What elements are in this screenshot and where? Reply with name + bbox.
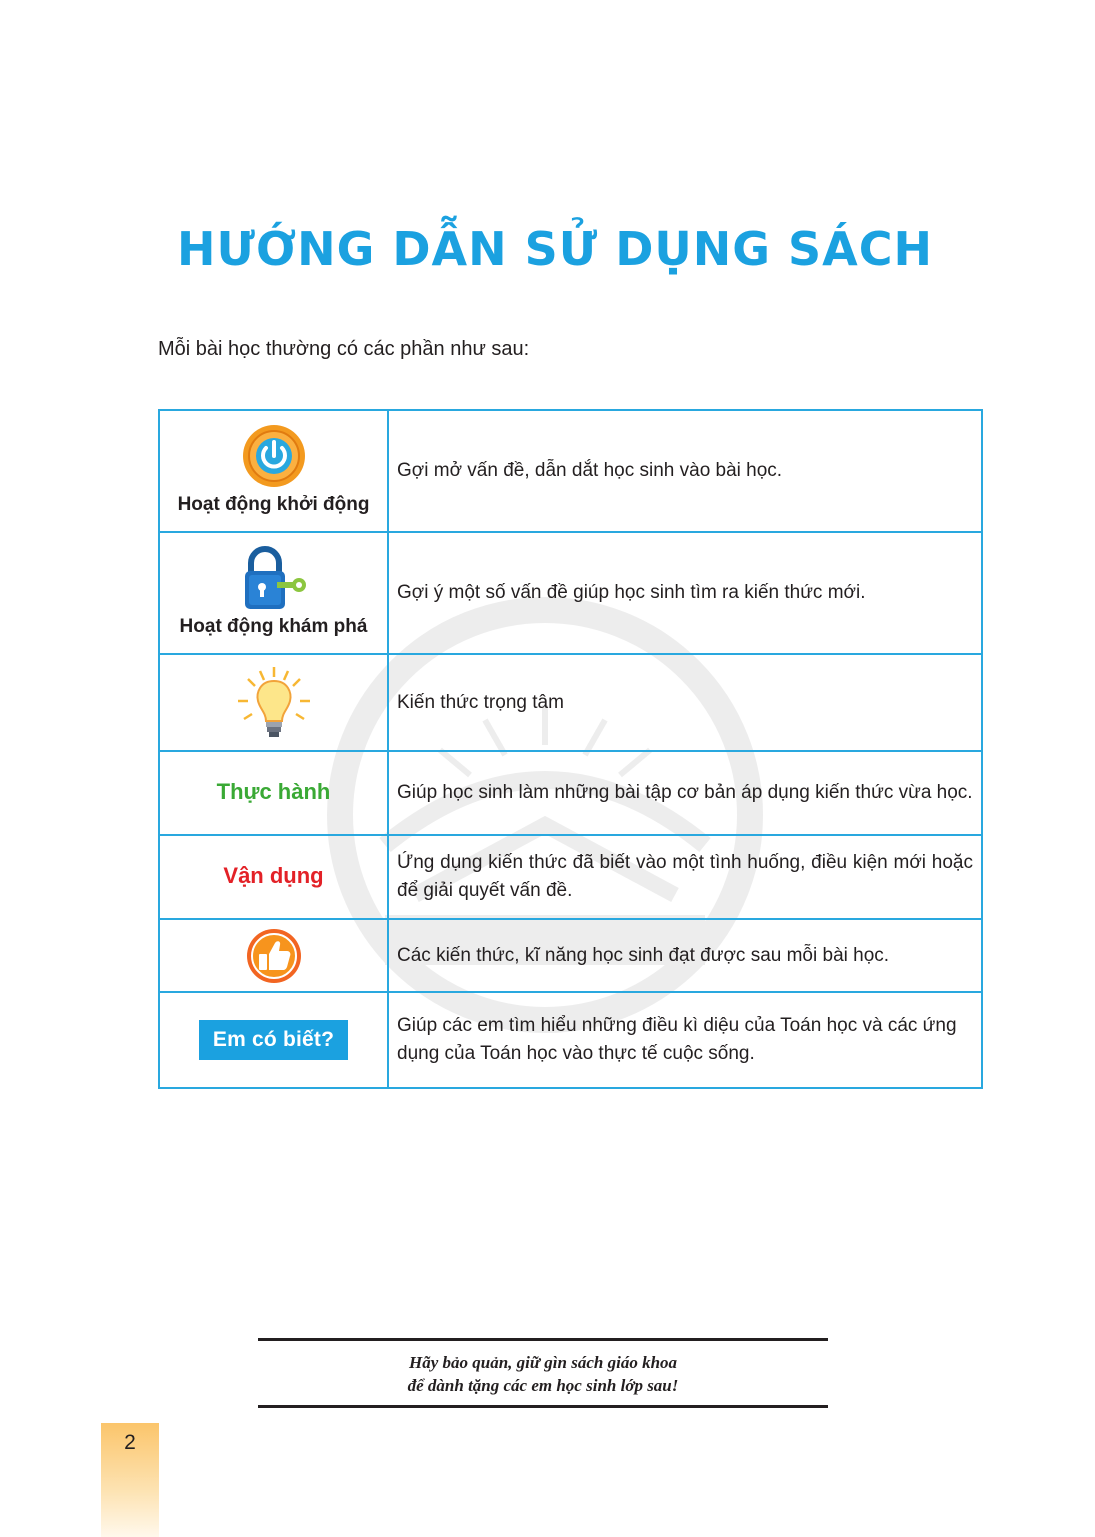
- intro-text: Mỗi bài học thường có các phần như sau:: [158, 338, 530, 360]
- padlock-key-icon: [239, 545, 309, 611]
- table-row: [159, 751, 982, 835]
- page-number-tab: [101, 1423, 159, 1537]
- row-description: Giúp các em tìm hiểu những điều kì diệu của Toán học và các ứng dụng của Toán học vào thực tế cuộc sống.: [388, 992, 982, 1088]
- row-description: Ứng dụng kiến thức đã biết vào một tình huống, điều kiện mới hoặc để giải quyết vấn đề.: [388, 835, 982, 919]
- row-description: Giúp học sinh làm những bài tập cơ bản áp dụng kiến thức vừa học.: [388, 751, 982, 835]
- table-row: [159, 654, 982, 751]
- row-icon-cell: [159, 835, 388, 919]
- row-description: Gợi mở vấn đề, dẫn dắt học sinh vào bài học.: [388, 410, 982, 532]
- note-line-1: Hãy bảo quản, giữ gìn sách giáo khoa: [408, 1353, 678, 1372]
- row-label: Hoạt động khởi động: [177, 494, 370, 515]
- book-care-note: [258, 1338, 828, 1408]
- table-row: [159, 410, 982, 532]
- power-button-icon: [241, 423, 307, 489]
- guide-table: [158, 409, 983, 1089]
- table-row: [159, 835, 982, 919]
- note-line-2: để dành tặng các em học sinh lớp sau!: [407, 1376, 679, 1395]
- row-label: Hoạt động khám phá: [179, 616, 368, 637]
- row-icon-cell: [159, 751, 388, 835]
- row-icon-cell: [159, 654, 388, 751]
- page-number: 2: [124, 1431, 136, 1454]
- page-title: HƯỚNG DẪN SỬ DỤNG SÁCH: [176, 222, 934, 276]
- apply-label: Vận dụng: [223, 863, 324, 888]
- thumbs-up-icon: [245, 927, 303, 985]
- row-description: Kiến thức trọng tâm: [388, 654, 982, 751]
- row-icon-cell: [159, 532, 388, 654]
- row-icon-cell: [159, 992, 388, 1088]
- table-row: [159, 992, 982, 1088]
- light-bulb-icon: [234, 663, 314, 743]
- row-description: Các kiến thức, kĩ năng học sinh đạt được sau mỗi bài học.: [388, 919, 982, 992]
- row-description: Gợi ý một số vấn đề giúp học sinh tìm ra kiến thức mới.: [388, 532, 982, 654]
- table-row: [159, 532, 982, 654]
- row-icon-cell: [159, 919, 388, 992]
- row-icon-cell: [159, 410, 388, 532]
- practice-label: Thực hành: [216, 779, 331, 804]
- table-row: [159, 919, 982, 992]
- did-you-know-badge: Em có biết?: [199, 1020, 348, 1060]
